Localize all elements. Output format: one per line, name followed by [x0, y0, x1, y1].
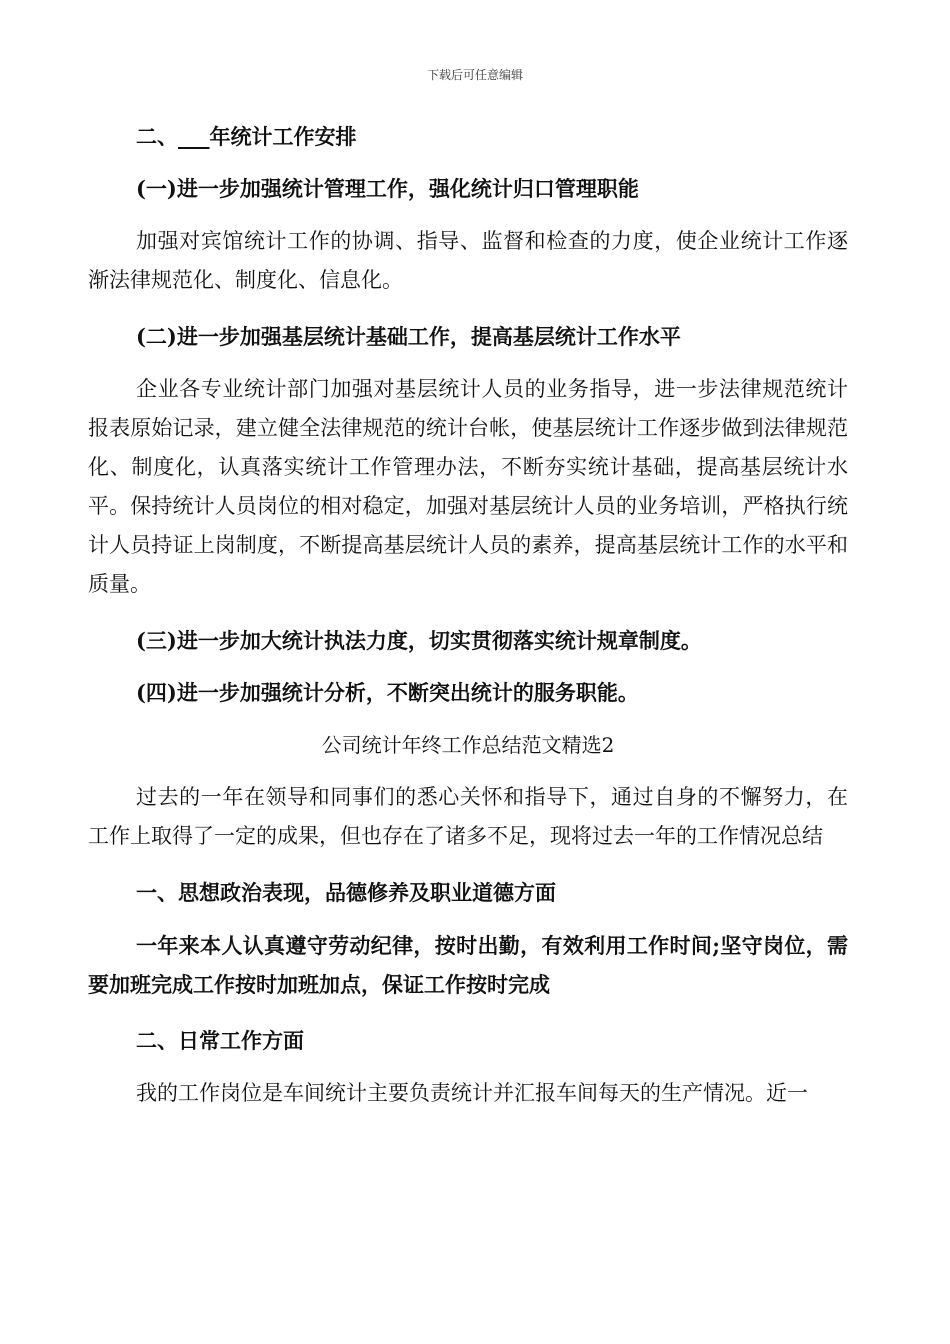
paragraph: 企业各专业统计部门加强对基层统计人员的业务指导，进一步法律规范统计报表原始记录，建立健全法律规范的统计台帐，使基层统计工作逐步做到法律规范化、制度化，认真落实统计工作管理办法，不断夯实统计基础，提高基层统计水平。保持统计人员岗位的相对稳定，加强对基层统计人员的业务培训，严格执行统计人员持证上岗制度，不断提高基层统计人员的素养，提高基层统计工作的水平和质量。 [88, 377, 848, 596]
section-heading: 二、日常工作方面 [136, 1028, 304, 1053]
subsection-heading: (三)进一步加大统计执法力度，切实贯彻落实统计规章制度。 [136, 628, 702, 653]
subsection-heading: (二)进一步加强基层统计基础工作，提高基层统计工作水平 [136, 324, 681, 349]
paragraph: 我的工作岗位是车间统计主要负责统计并汇报车间每天的生产情况。近一 [136, 1081, 808, 1105]
bold-paragraph: 一年来本人认真遵守劳动纪律，按时出勤，有效利用工作时间;坚守岗位，需要加班完成工作按时加班加点，保证工作按时完成 [88, 933, 848, 997]
section-heading: 一、思想政治表现，品德修养及职业道德方面 [136, 880, 556, 905]
page-header: 下载后可任意编辑 [426, 68, 523, 82]
paragraph: 过去的一年在领导和同事们的悉心关怀和指导下，通过自身的不懈努力，在工作上取得了一定的成果，但也存在了诸多不足，现将过去一年的工作情况总结 [88, 785, 848, 848]
subsection-heading: (一)进一步加强统计管理工作，强化统计归口管理职能 [136, 176, 639, 201]
document-body [88, 118, 848, 1113]
article-title: 公司统计年终工作总结范文精选2 [321, 733, 615, 757]
subsection-heading: (四)进一步加强统计分析，不断突出统计的服务职能。 [136, 680, 639, 705]
section-heading: 二、___年统计工作安排 [136, 124, 357, 149]
paragraph: 加强对宾馆统计工作的协调、指导、监督和检查的力度，使企业统计工作逐渐法律规范化、制度化、信息化。 [88, 229, 848, 292]
